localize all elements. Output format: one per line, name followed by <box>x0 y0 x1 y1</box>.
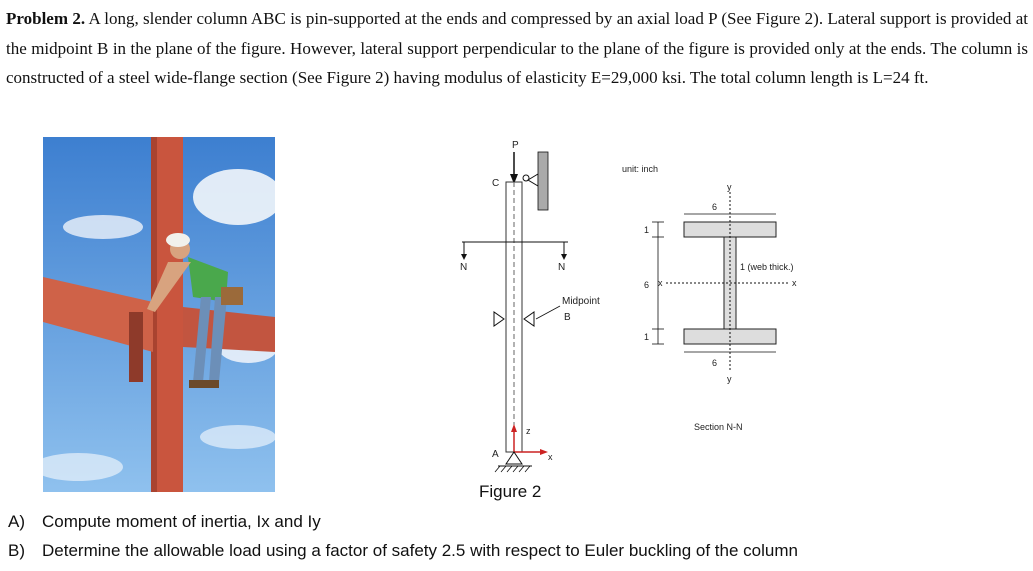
bottom-width-label: 6 <box>712 358 718 368</box>
problem-text: A long, slender column ABC is pin-supported at the ends and compressed by an axial load P (See Figure 2). Lateral support is provided at the midpoint B in the plane of the figure. However, lateral support perpendicular to the plane of the figure is provided only at the ends. The column is constructed of a steel wide-flange section (See Figure 2) having modulus of elasticity E=29,000 ksi. The total column length is L=24 ft. <box>6 9 1028 87</box>
top-support <box>528 174 538 186</box>
section-title: Section N-N <box>694 422 743 432</box>
top-width-label: 6 <box>712 202 718 212</box>
bottom-flange-thickness-label: 1 <box>644 332 650 342</box>
top-wall <box>538 152 548 210</box>
question-b-letter: B) <box>8 541 25 560</box>
x-left-label: x <box>658 278 663 288</box>
ground-hatch <box>495 466 530 472</box>
top-flange-thickness-label: 1 <box>644 225 650 235</box>
problem-heading: Problem 2. <box>6 9 86 28</box>
midpoint-leader <box>536 306 560 319</box>
column-figure <box>440 130 820 510</box>
midpoint-label: Midpoint <box>562 296 600 307</box>
midpoint-support-left <box>494 312 504 326</box>
question-a-letter: A) <box>8 512 25 531</box>
worker-on-steel-beams-image <box>43 137 275 492</box>
construction-photo <box>43 137 275 492</box>
label-a: A <box>492 449 499 460</box>
problem-statement <box>6 4 1028 93</box>
z-axis-label: z <box>526 426 531 436</box>
x-axis-label: x <box>548 452 553 462</box>
section-label-right: N <box>558 262 566 273</box>
question-a <box>8 512 321 532</box>
question-b-text: Determine the allowable load using a factor of safety 2.5 with respect to Euler buckling of the column <box>42 541 798 560</box>
y-bottom-label: y <box>727 374 732 384</box>
figure-caption: Figure 2 <box>479 482 542 501</box>
web-height-label: 6 <box>644 280 650 290</box>
web-thickness-label: 1 (web thick.) <box>740 262 794 272</box>
section-label-left: N <box>460 262 468 273</box>
y-top-label: y <box>727 182 732 192</box>
question-a-text: Compute moment of inertia, Ix and Iy <box>42 512 321 531</box>
question-b <box>8 541 798 561</box>
units-label: unit: inch <box>622 164 659 174</box>
midpoint-support-right <box>524 312 534 326</box>
bottom-pin <box>506 452 522 464</box>
label-c: C <box>492 178 500 189</box>
load-label: P <box>512 140 519 151</box>
midpoint-letter: B <box>564 312 571 323</box>
x-right-label: x <box>792 278 797 288</box>
